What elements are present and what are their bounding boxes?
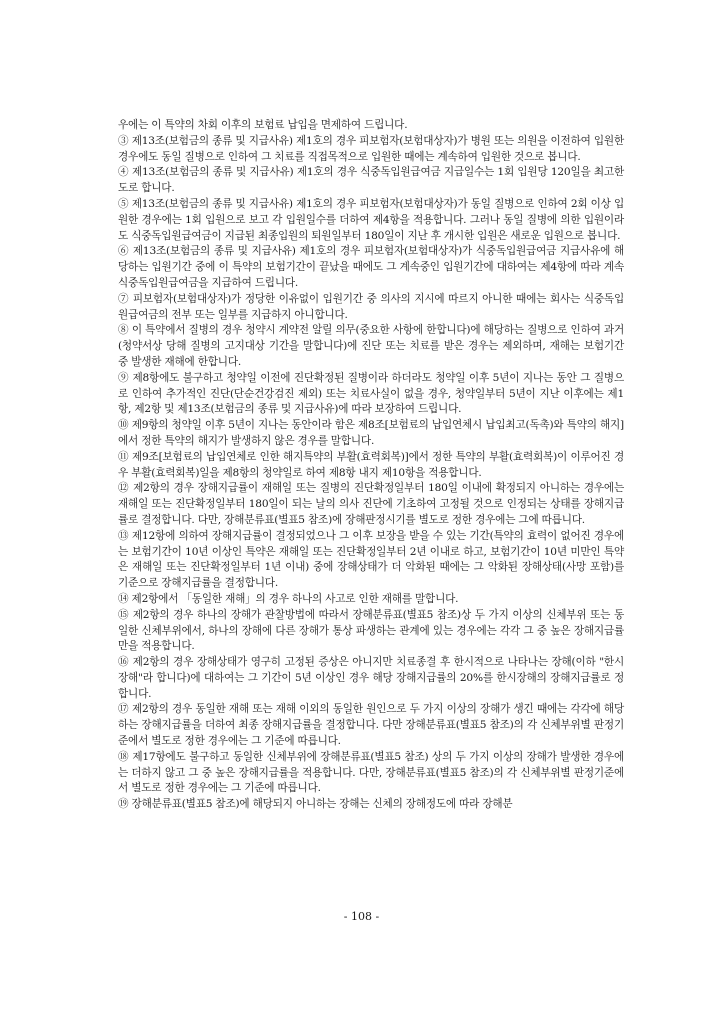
paragraph: ⑦ 피보험자(보험대상자)가 정당한 이유없이 입원기간 중 의사의 지시에 따르지 아니한 때에는 회사는 식중독입원급여금의 전부 또는 일부를 지급하지 아니합니다. (118, 292, 624, 321)
paragraph: ⑥ 제13조(보험금의 종류 및 지급사유) 제1호의 경우 피보험자(보험대상자)가 식중독입원급여금 지급사유에 해당하는 입원기간 중에 이 특약의 보험기간이 끝났을 때에도 그 계속중인 입원기간에 대하여는 제4항에 따라 계속 식중독입원급여금을 지급하여 드립니다. (118, 245, 628, 289)
paragraph: ④ 제13조(보험금의 종류 및 지급사유) 제1호의 경우 식중독입원급여금 지급일수는 1회 입원당 120일을 최고한도로 합니다. (118, 166, 624, 195)
paragraph: ⑫ 제2항의 경우 장해지급률이 재해일 또는 질병의 진단확정일부터 180일 이내에 확정되지 아니하는 경우에는 재해일 또는 진단확정일부터 180일이 되는 날의 의사 진단에 기초하여 고정될 것으로 인정되는 상태를 장해지급률로 결정합니다. 다만, 장해분류표(별표5 참조)에 장해판정시기를 별도로 정한 경우에는 그에 따릅니다. (118, 482, 628, 526)
paragraph: ⑰ 제2항의 경우 동일한 재해 또는 재해 이외의 동일한 원인으로 두 가지 이상의 장해가 생긴 때에는 각각에 해당하는 장해지급률을 더하여 최종 장해지급률을 결정합니다. 다만 장해분류표(별표5 참조)의 각 신체부위별 판정기준에서 별도로 정한 경우에는 그 기준에 따릅니다. (118, 703, 624, 748)
paragraph: ⑤ 제13조(보험금의 종류 및 지급사유) 제1호의 경우 피보험자(보험대상자)가 동일 질병으로 인하여 2회 이상 입원한 경우에는 1회 입원으로 보고 각 입원일수를 더하여 제4항을 적용합니다. 그러나 동일 질병에 의한 입원이라도 식중독입원급여금이 지급된 최종입원의 퇴원일부터 180일이 지난 후 개시한 입원은 새로운 입원으로 봅니다. (118, 197, 624, 242)
paragraph: ⑬ 제12항에 의하여 장해지급률이 결정되었으나 그 이후 보장을 받을 수 있는 기간(특약의 효력이 없어진 경우에는 보험기간이 10년 이상인 특약은 재해일 또는 진단확정일부터 2년 이내로 하고, 보험기간이 10년 미만인 특약은 재해일 또는 진단확정일부터 1년 이내) 중에 장해상태가 더 악화된 때에는 그 악화된 장해상태(사망 포함)를 기준으로 장해지급률을 결정합니다. (118, 529, 628, 590)
paragraph: ⑪ 제9조[보험료의 납입연체로 인한 해지특약의 부활(효력회복)]에서 정한 특약의 부활(효력회복)이 이루어진 경우 부활(효력회복)일을 제8항의 청약일로 하여 제8항 내지 제10항을 적용합니다. (118, 450, 624, 479)
page-number: - 108 - (343, 910, 380, 923)
paragraph: ⑩ 제9항의 청약일 이후 5년이 지나는 동안이라 함은 제8조[보험료의 납입연체시 납입최고(독촉)와 특약의 해지]에서 정한 특약의 해지가 발생하지 않은 경우를 말합니다. (118, 419, 624, 447)
paragraph: ③ 제13조(보험금의 종류 및 지급사유) 제1호의 경우 피보험자(보험대상자)가 병원 또는 의원을 이전하여 입원한 경우에도 동일 질병으로 인하여 그 치료를 직접목적으로 입원한 때에는 계속하여 입원한 것으로 봅니다. (118, 134, 628, 163)
paragraph: ⑨ 제8항에도 불구하고 청약일 이전에 진단확정된 질병이라 하더라도 청약일 이후 5년이 지나는 동안 그 질병으로 인하여 추가적인 진단(단순건강검진 제외) 또는 치료사실이 없을 경우, 청약일부터 5년이 지난 이후에는 제1항, 제2항 및 제13조(보험금의 종류 및 지급사유)에 따라 보장하여 드립니다. (118, 371, 624, 416)
paragraph: ⑮ 제2항의 경우 하나의 장해가 관찰방법에 따라서 장해분류표(별표5 참조)상 두 가지 이상의 신체부위 또는 동일한 신체부위에서, 하나의 장해에 다른 장해가 통상 파생하는 관계에 있는 경우에는 각각 그 중 높은 장해지급률만을 적용합니다. (118, 608, 624, 653)
paragraph: ⑭ 제2항에서 「동일한 재해」의 경우 하나의 사고로 인한 재해를 말합니다. (118, 592, 459, 605)
paragraph: 우에는 이 특약의 차회 이후의 보험료 납입을 면제하여 드립니다. (118, 119, 408, 131)
paragraph: ⑯ 제2항의 경우 장해상태가 영구히 고정된 증상은 아니지만 치료종결 후 한시적으로 나타나는 장해(이하 "한시장해"라 합니다)에 대하여는 그 기간이 5년 이상인 경우 해당 장해지급률의 20%를 한시장해의 장해지급률로 정합니다. (118, 656, 624, 700)
paragraph: ⑧ 이 특약에서 질병의 경우 청약시 계약전 알릴 의무(중요한 사항에 한합니다)에 해당하는 질병으로 인하여 과거(청약서상 당해 질병의 고지대상 기간을 말합니다)에 진단 또는 치료를 받은 경우는 제외하며, 재해는 보험기간 중 발생한 재해에 한합니다. (118, 324, 628, 368)
paragraph: ⑱ 제17항에도 불구하고 동일한 신체부위에 장해분류표(별표5 참조) 상의 두 가지 이상의 장해가 발생한 경우에는 더하지 않고 그 중 높은 장해지급률을 적용합니다. 다만, 장해분류표(별표5 참조)의 각 신체부위별 판정기준에서 별도로 정한 경우에는 그 기준에 따릅니다. (118, 750, 624, 795)
page-body (118, 118, 628, 813)
paragraph: ⑲ 장해분류표(별표5 참조)에 해당되지 아니하는 장해는 신체의 장해정도에 따라 장해분 (118, 798, 513, 811)
